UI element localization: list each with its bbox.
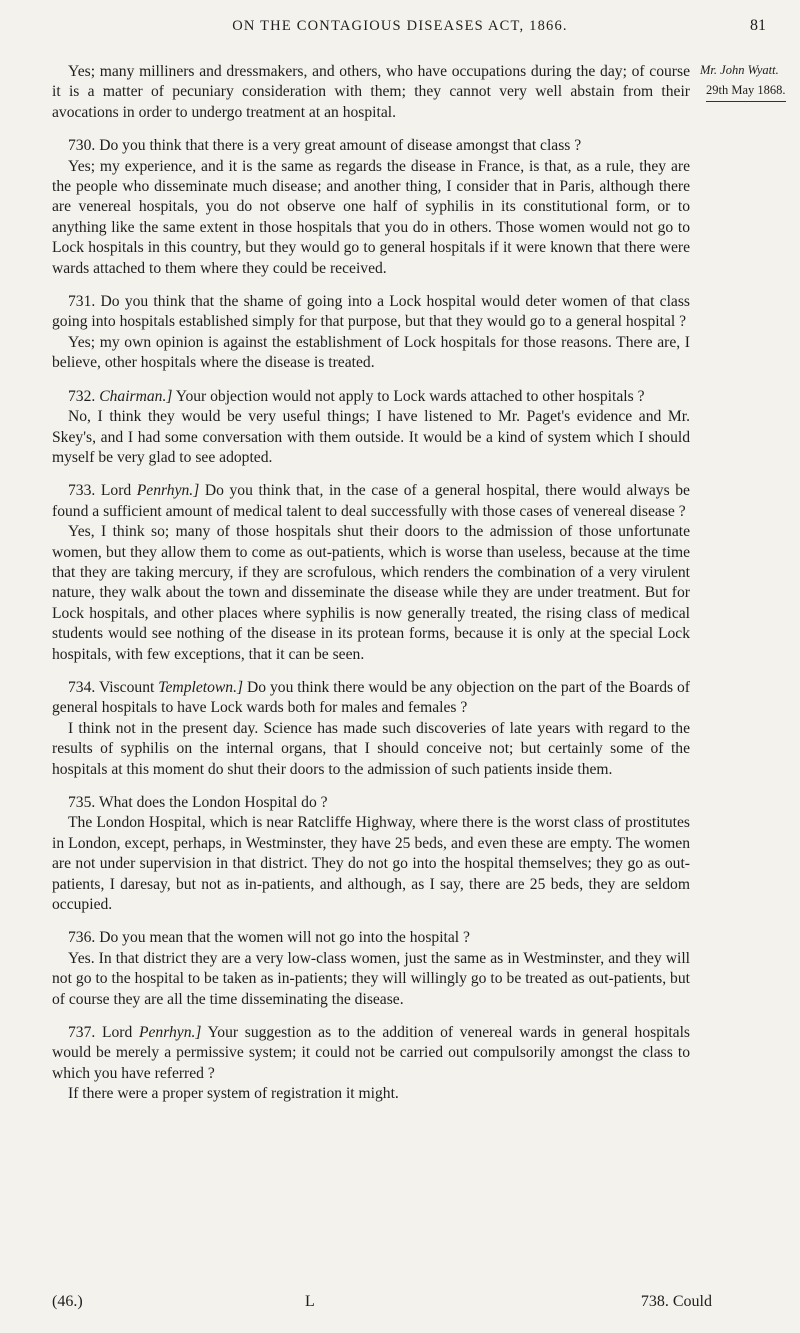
speaker-penrhyn: Penrhyn.]: [136, 482, 200, 500]
answer-736: Yes. In that district they are a very low-class women, just the same as in Westminster, and they will not go to the hospital to be taken as in-patients; they will willingly go to be treated as out-patients, but of course they are all the time disseminating the disease.: [52, 949, 690, 1008]
printer-signature: (46.): [52, 1293, 83, 1310]
question-733: 733. Lord Penrhyn.] Do you think that, in the case of a general hospital, there would always be found a sufficient amount of medical talent to deal successfully with those cases of venereal disease ?: [52, 482, 690, 520]
running-head: ON THE CONTAGIOUS DISEASES ACT, 1866.: [232, 18, 568, 34]
page-header: [0, 18, 800, 44]
answer-734: I think not in the present day. Science has made such discoveries of late years with regard to the results of syphilis on the internal organs, that I should conceive not; but certainly some of the hospitals at this moment do shut their doors to the admission of such patients inside them.: [52, 719, 690, 778]
speaker-chairman: Chairman.]: [99, 387, 173, 405]
page-number: 81: [750, 17, 766, 34]
speaker-penrhyn-2: Penrhyn.]: [138, 1024, 202, 1042]
speaker-templetown: Templetown.]: [158, 678, 244, 696]
answer-731: Yes; my own opinion is against the establishment of Lock hospitals for those reasons. There are, I believe, other hospitals where the disease is treated.: [52, 333, 690, 372]
answer-735: The London Hospital, which is near Ratcliffe Highway, where there is the worst class of prostitutes in London, except, perhaps, in Westminster, they have 25 beds, and even these are empty. The women are not under supervision in that district. They do not go into the hospital themselves; they go as out-patients, I daresay, but not as in-patients, and although, as I say, there are 25 beds, they are seldom occupied.: [52, 814, 690, 914]
answer-733: Yes, I think so; many of those hospitals shut their doors to the admission of those unfortunate women, but they allow them to come as out-patients, which is worse than useless, because at the time that they are taking mercury, if they are scrofulous, which renders the combination of a very virulent nature, they walk about the town and disseminate the disease while they are under treatment. But for Lock hospitals, and other places where syphilis is now generally treated, the rising class of medical students would see nothing of the disease in its protean forms, because it is only at the special Lock hospitals, with few exceptions, that it can be seen.: [52, 523, 690, 663]
answer-737: If there were a proper system of registration it might.: [68, 1085, 399, 1103]
margin-note: [700, 60, 798, 102]
margin-note-date: 29th May 1868.: [706, 80, 786, 102]
answer-730: Yes; my experience, and it is the same as regards the disease in France, is that, as a rule, they are the people who disseminate much disease; and another thing, I consider that in Paris, although there are venereal hospitals, you do not observe one half of syphilis in its constitutional form, or to anything like the same extent in those hospitals that you do in others. Those women would not go to Lock hospitals in this country, but they would go to general hospitals if it were known that there were wards attached to them where they could be received.: [52, 157, 690, 277]
question-737: 737. Lord Penrhyn.] Your suggestion as to the addition of venereal wards in general hospitals would be merely a permissive system; it could not be carried out compulsorily amongst the class to which you have referred ?: [52, 1024, 690, 1082]
question-735: 735. What does the London Hospital do ?: [68, 794, 328, 811]
margin-note-witness: Mr. John Wyatt.: [700, 63, 779, 77]
question-734: 734. Viscount Templetown.] Do you think there would be any objection on the part of the Boards of general hospitals to have Lock wards both for males and females ?: [52, 678, 690, 717]
question-731: 731. Do you think that the shame of going into a Lock hospital would deter women of that class going into hospitals established simply for that purpose, but that they would go to a general hospital ?: [52, 293, 690, 331]
question-732: 732. Chairman.] Your objection would not apply to Lock wards attached to other hospitals ?: [68, 387, 645, 405]
answer-732: No, I think they would be very useful things; I have listened to Mr. Paget's evidence and Mr. Skey's, and I had some conversation with them outside. It would be a kind of system which I should myself be very glad to see adopted.: [52, 408, 690, 466]
catchword: 738. Could: [640, 1293, 712, 1310]
opening-answer: Yes; many milliners and dressmakers, and others, who have occupations during the day; of course it is a matter of pecuniary consideration with them; they cannot very well abstain from their avocations in order to undergo treatment at an hospital.: [52, 63, 690, 121]
page-body: [52, 62, 690, 1105]
question-730: 730. Do you think that there is a very great amount of disease amongst that class ?: [68, 137, 582, 155]
gathering-letter: L: [305, 1293, 315, 1310]
question-736: 736. Do you mean that the women will not go into the hospital ?: [68, 929, 470, 947]
page-footer: [52, 1293, 712, 1317]
